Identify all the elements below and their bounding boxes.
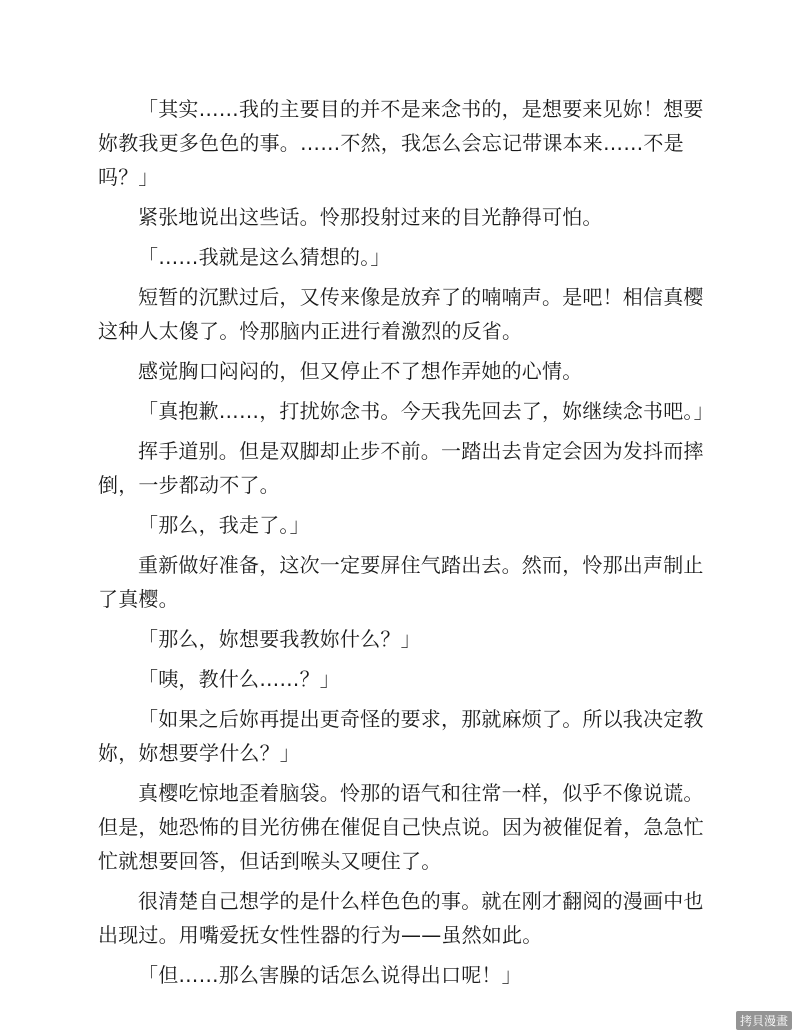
paragraph: 很清楚自己想学的是什么样色色的事。就在刚才翻阅的漫画中也出现过。用嘴爱抚女性性器的行为——虽然如此。 [98, 889, 704, 947]
paragraph: 「其实……我的主要目的并不是来念书的，是想要来见妳！想要妳教我更多色色的事。……不然，我怎么会忘记带课本来……不是吗？」 [98, 97, 704, 189]
paragraph: 「那么，妳想要我教妳什么？」 [138, 627, 421, 651]
paragraph: 真樱吃惊地歪着脑袋。怜那的语气和往常一样，似乎不像说谎。但是，她恐怖的目光彷佛在催促自己快点说。因为被催促着，急急忙忙就想要回答，但话到喉头又哽住了。 [98, 781, 704, 873]
paragraph: 短暂的沉默过后，又传来像是放弃了的喃喃声。是吧！相信真樱这种人太傻了。怜那脑内正进行着激烈的反省。 [98, 285, 704, 343]
paragraph: 「……我就是这么猜想的。」 [138, 245, 391, 269]
paragraph: 感觉胸口闷闷的，但又停止不了想作弄她的心情。 [138, 359, 583, 383]
document-body [98, 92, 716, 998]
paragraph: 紧张地说出这些话。怜那投射过来的目光静得可怕。 [138, 205, 603, 229]
paragraph: 重新做好准备，这次一定要屏住气踏出去。然而，怜那出声制止了真樱。 [98, 553, 704, 611]
paragraph: 「但……那么害臊的话怎么说得出口呢！」 [138, 963, 522, 987]
paragraph: 「咦，教什么……？」 [138, 667, 340, 691]
paragraph: 挥手道别。但是双脚却止步不前。一踏出去肯定会因为发抖而摔倒，一步都动不了。 [98, 439, 704, 497]
paragraph: 「如果之后妳再提出更奇怪的要求，那就麻烦了。所以我决定教妳，妳想要学什么？」 [98, 707, 704, 765]
paragraph: 「那么，我走了。」 [138, 513, 310, 537]
watermark: 拷貝漫畫 [736, 1011, 792, 1030]
paragraph: 「真抱歉……，打扰妳念书。今天我先回去了，妳继续念书吧。」 [138, 399, 714, 423]
